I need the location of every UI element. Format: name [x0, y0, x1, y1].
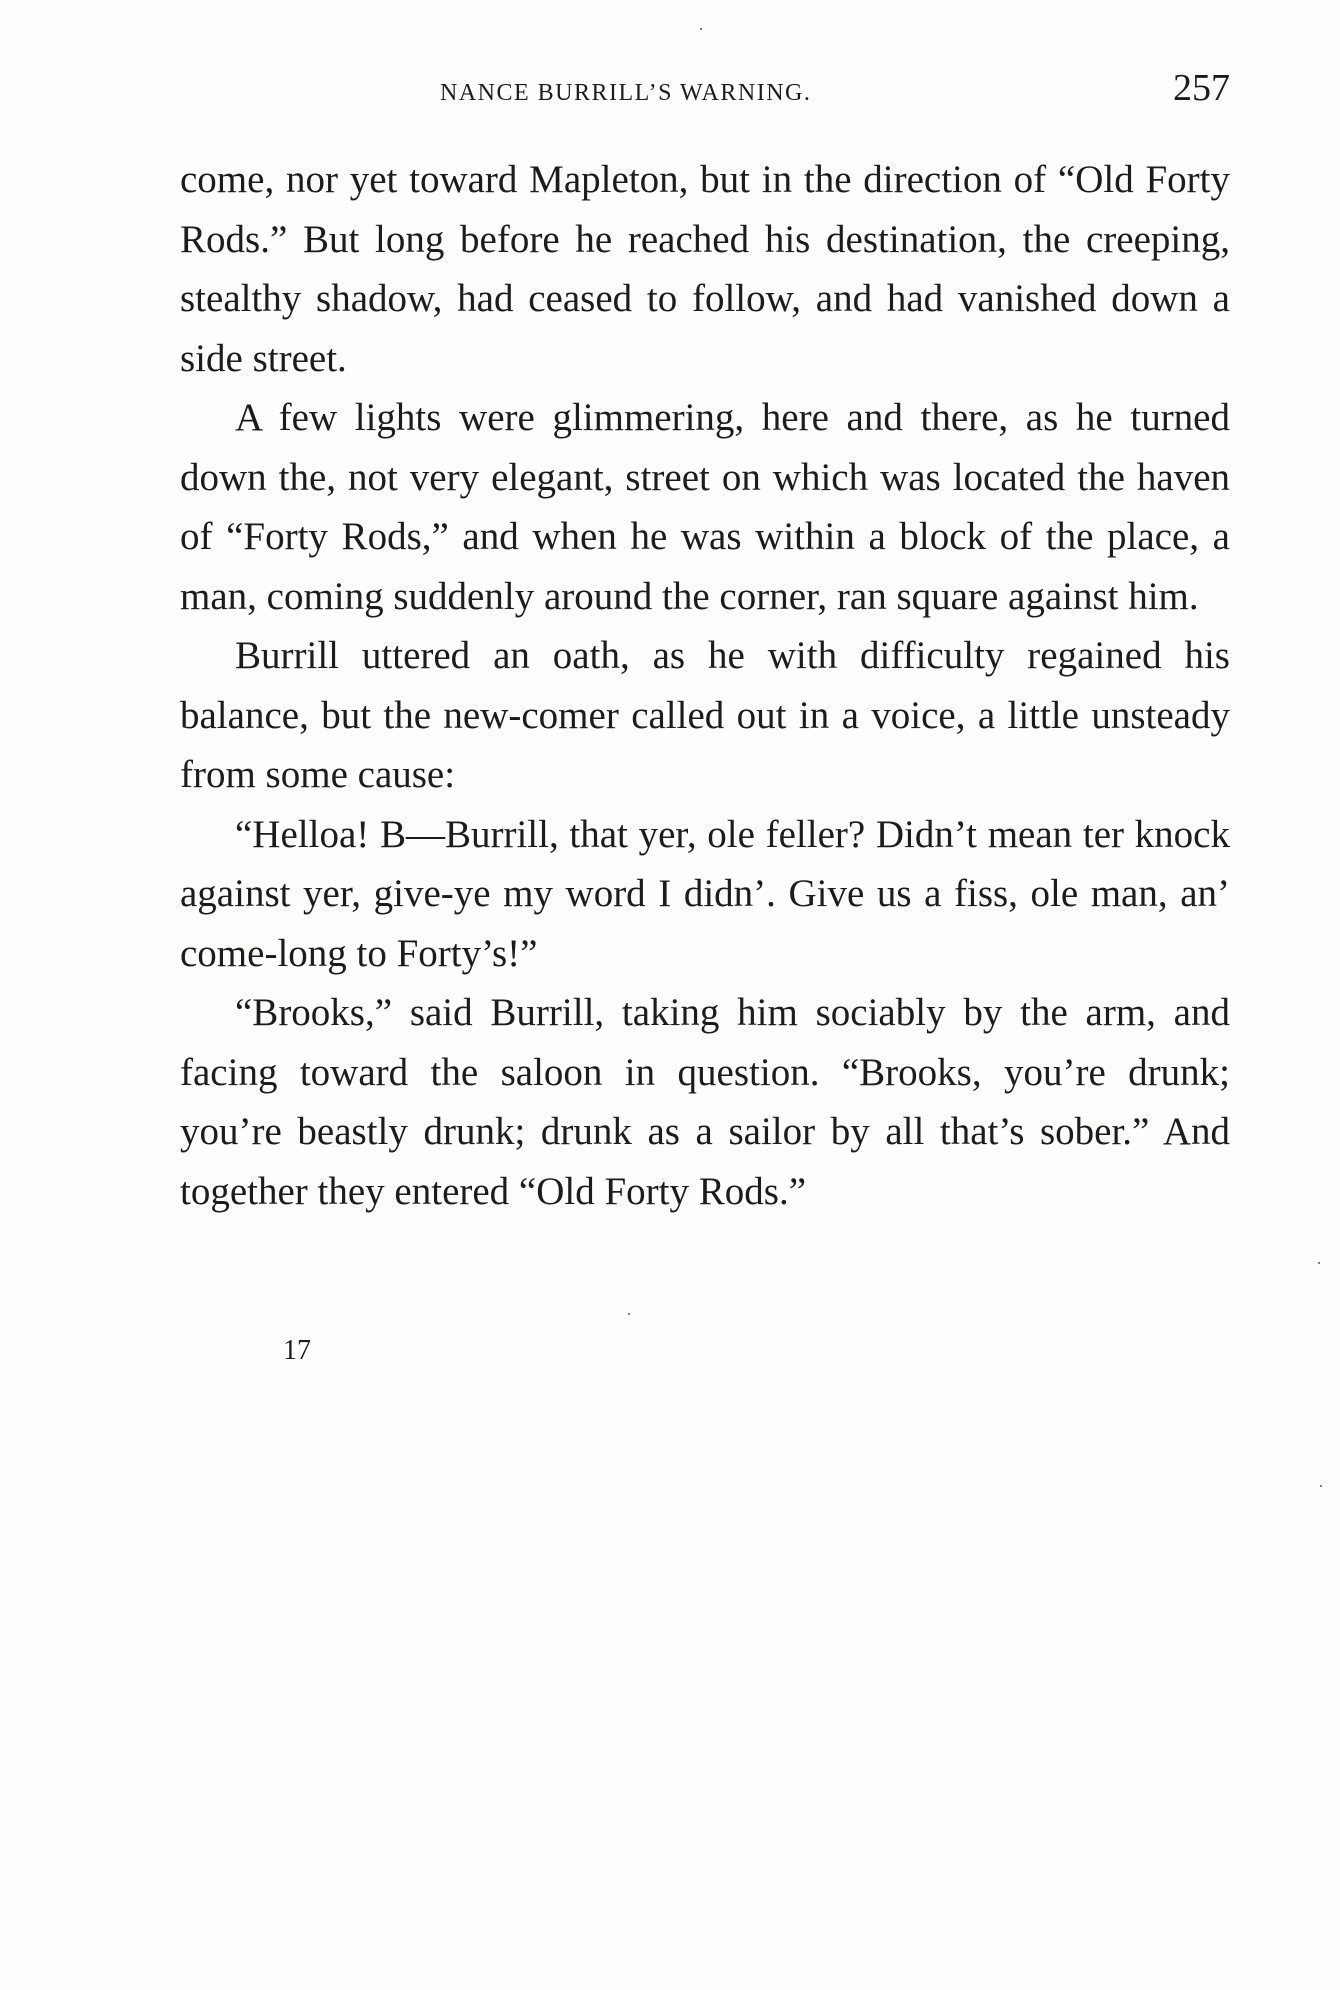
running-title: NANCE BURRILL’S WARNING.	[440, 80, 812, 106]
signature-mark: 17	[283, 1335, 311, 1366]
running-head	[180, 66, 1230, 116]
paragraph: Burrill uttered an oath, as he with difficulty regained his balance, but the new-comer called out in a voice, a little unsteady from some cause:	[180, 634, 1230, 796]
page-number: 257	[1173, 67, 1230, 109]
paper-speck	[1318, 1262, 1320, 1264]
paragraph: “Brooks,” said Burrill, taking him sociably by the arm, and facing toward the saloon in question. “Brooks, you’re drunk; you’re beastly drunk; drunk as a sailor by all that’s sober.” And together they entered “Old Forty Rods.”	[180, 991, 1230, 1213]
body-text	[180, 150, 1230, 1221]
paragraph-continued: come, nor yet toward Mapleton, but in the direction of “Old Forty Rods.” But long before he reached his destination, the creeping, stealthy shadow, had ceased to follow, and had vanished down a side street.	[180, 158, 1230, 380]
paper-speck	[628, 1313, 630, 1315]
paper-speck	[1320, 1485, 1322, 1487]
paragraph: “Helloa! B—Burrill, that yer, ole feller? Didn’t mean ter knock against yer, give-ye my word I didn’. Give us a fiss, ole man, an’ come-long to Forty’s!”	[180, 812, 1230, 975]
paragraph: A few lights were glimmering, here and there, as he turned down the, not very elegant, street on which was located the haven of “Forty Rods,” and when he was within a block of the place, a man, coming suddenly around the corner, ran square against him.	[180, 396, 1230, 618]
paper-speck	[700, 28, 702, 30]
